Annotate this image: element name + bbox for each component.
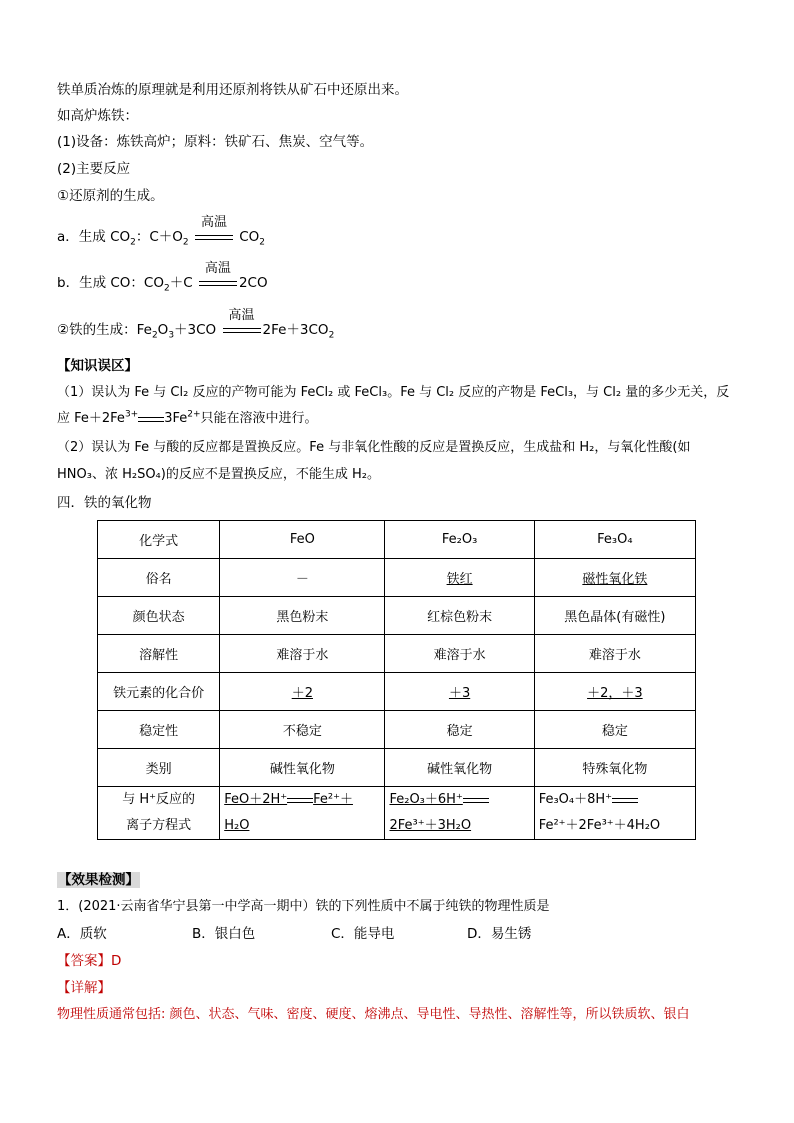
- fe3o4-ionic-line-1: [539, 787, 691, 813]
- cell-fe3o4: 黑色晶体(有磁性): [534, 597, 695, 635]
- reductant-generation-title: ①还原剂的生成。: [57, 188, 164, 204]
- cell-fe2o3: 难溶于水: [385, 635, 534, 673]
- reaction-b-equals-sign: [199, 261, 237, 293]
- row-label: 稳定性: [98, 711, 220, 749]
- cell-fe3o4: 特殊氧化物: [534, 749, 695, 787]
- table-row-ionic-equation: [98, 787, 696, 840]
- reaction-c-equals-sign: [223, 308, 261, 340]
- cell-fe2o3-ionic: [385, 787, 534, 840]
- section-4-title: 四．铁的氧化物: [57, 495, 152, 511]
- table-header-feo: FeO: [220, 521, 385, 559]
- row-label-ionic: [98, 787, 220, 840]
- table-header-formula: 化学式: [98, 521, 220, 559]
- cell-fe3o4-ionic: [534, 787, 695, 840]
- table-row: [98, 673, 696, 711]
- reaction-a-condition: 高温: [200, 215, 227, 230]
- question-1: 1．(2021·云南省华宁县第一中学高一期中）铁的下列性质中不属于纯铁的物理性质是: [57, 899, 550, 914]
- reaction-b-prefix: b．生成 CO：CO: [57, 275, 164, 291]
- fe2o3-ionic-line-2: 2Fe³⁺＋3H₂O: [389, 818, 472, 833]
- option-d: D．易生锈: [467, 926, 532, 942]
- row-label: 类别: [98, 749, 220, 787]
- misconception-1-eq-right: 3Fe: [164, 411, 188, 426]
- misconception-2-line-2: HNO₃、浓 H₂SO₄)的反应不是置换反应，不能生成 H₂。: [57, 467, 380, 482]
- reaction-b-product: 2CO: [238, 275, 268, 291]
- feo-ionic-left: FeO＋2H⁺: [224, 792, 288, 807]
- reaction-b-condition: 高温: [204, 261, 231, 276]
- option-b: B．银白色: [192, 926, 256, 942]
- cell-feo: －: [220, 559, 385, 597]
- feo-ionic-line-2: H₂O: [224, 818, 250, 833]
- misconception-1-line-1: （1）误认为 Fe 与 Cl₂ 反应的产物可能为 FeCl₂ 或 FeCl₃。Fe 与 Cl₂ 反应的产物是 FeCl₃，与 Cl₂ 量的多少无关，反: [57, 385, 730, 400]
- iron-oxides-table: [97, 520, 696, 840]
- fe3o4-ionic-line-2: Fe²⁺＋2Fe³⁺＋4H₂O: [538, 818, 661, 833]
- feo-ionic-equals-sign: [287, 795, 313, 805]
- cell-fe3o4: 磁性氧化铁: [534, 559, 695, 597]
- reaction-a-product: CO: [234, 229, 260, 245]
- cell-feo: 碱性氧化物: [220, 749, 385, 787]
- cell-feo: ＋2: [220, 673, 385, 711]
- misconception-1-note: 只能在溶液中进行。: [200, 411, 318, 426]
- intro-line-2: 如高炉炼铁：: [57, 108, 138, 124]
- cell-fe3o4: ＋2，＋3: [534, 673, 695, 711]
- fe3o4-ionic-left: Fe₃O₄＋8H⁺: [538, 792, 613, 807]
- row-label: 铁元素的化合价: [98, 673, 220, 711]
- table-row: [98, 597, 696, 635]
- reaction-b-reactants: ＋C: [169, 275, 193, 291]
- reaction-c: ②铁的生成：$Fe_2O_3+3CO$ 高温 $2Fe+3CO_2$: [57, 308, 335, 341]
- fe2o3-ionic-left: Fe₂O₃＋6H⁺: [389, 792, 463, 807]
- option-a: A．质软: [57, 926, 107, 942]
- answer-label: 【答案】: [57, 953, 111, 969]
- cell-feo: 不稳定: [220, 711, 385, 749]
- table-row: [98, 635, 696, 673]
- cell-fe2o3: 红棕色粉末: [385, 597, 534, 635]
- row-label-ionic-line-2: 离子方程式: [126, 818, 192, 833]
- reaction-b: b．生成 CO：$CO_2+C$ 高温 2CO: [57, 261, 268, 294]
- cell-feo: 难溶于水: [220, 635, 385, 673]
- fe3o4-ionic-equals-sign: [612, 795, 638, 805]
- cell-feo: 黑色粉末: [220, 597, 385, 635]
- table-header-row: [98, 521, 696, 559]
- cell-fe3o4: 难溶于水: [534, 635, 695, 673]
- cell-fe2o3: ＋3: [385, 673, 534, 711]
- table-header-fe3o4: Fe₃O₄: [534, 521, 695, 559]
- cell-feo-ionic: [220, 787, 385, 840]
- misconception-1-eq-left: 应 Fe＋2Fe: [57, 411, 125, 426]
- reaction-c-reactants: ＋3CO: [174, 322, 217, 338]
- row-label: 溶解性: [98, 635, 220, 673]
- reaction-c-prefix: ②铁的生成：Fe: [57, 322, 152, 338]
- fe2o3-ionic-equals-sign: [463, 795, 489, 805]
- table-row: [98, 749, 696, 787]
- row-label: 颜色状态: [98, 597, 220, 635]
- row-label: 俗名: [98, 559, 220, 597]
- cell-fe3o4: 稳定: [534, 711, 695, 749]
- check-heading-text: 【效果检测】: [58, 872, 139, 888]
- check-heading: [57, 870, 140, 890]
- cell-fe2o3: 稳定: [385, 711, 534, 749]
- detail-label: 【详解】: [57, 980, 111, 996]
- reaction-a-equals-sign: [195, 215, 233, 247]
- answer-line: [57, 951, 121, 971]
- table-header-fe2o3: Fe₂O₃: [385, 521, 534, 559]
- misconception-1-equals-sign: [138, 414, 164, 424]
- cell-fe2o3: 铁红: [385, 559, 534, 597]
- option-c: C．能导电: [331, 926, 395, 942]
- reaction-c-condition: 高温: [228, 308, 255, 323]
- reaction-a: a．生成 $CO_2$：$C+O_2$ 高温 $CO_2$: [57, 215, 266, 248]
- detail-text: 物理性质通常包括: 颜色、状态、气味、密度、硬度、熔沸点、导电性、导热性、溶解性等，所以铁质软、银白: [57, 1007, 690, 1022]
- intro-line-1: 铁单质冶炼的原理就是利用还原剂将铁从矿石中还原出来。: [57, 82, 408, 98]
- answer-value: D: [111, 953, 122, 969]
- reaction-a-reactants: ：C＋O: [135, 229, 183, 245]
- feo-ionic-line-1: [224, 787, 380, 813]
- feo-ionic-right: Fe²⁺＋: [313, 792, 353, 807]
- reaction-c-product: 2Fe＋3CO: [262, 322, 329, 338]
- row-label-ionic-line-1: 与 H⁺反应的: [122, 792, 195, 807]
- fe2o3-ionic-line-1: [389, 787, 529, 813]
- reaction-a-prefix: a．生成 CO: [57, 229, 131, 245]
- misconception-2-line-1: （2）误认为 Fe 与酸的反应都是置换反应。Fe 与非氧化性酸的反应是置换反应，生成盐和 H₂，与氧化性酸(如: [57, 440, 691, 455]
- question-1-options: [57, 924, 531, 944]
- table-row: [98, 711, 696, 749]
- misconception-1-line-2: 应 $Fe+2Fe^{3+}$ $3Fe^{2+}$只能在溶液中进行。: [57, 409, 318, 426]
- table-row: [98, 559, 696, 597]
- misconceptions-heading: 【知识误区】: [57, 358, 138, 374]
- main-reactions-title: (2)主要反应: [57, 161, 131, 177]
- equipment-line: (1)设备：炼铁高炉；原料：铁矿石、焦炭、空气等。: [57, 134, 374, 150]
- cell-fe2o3: 碱性氧化物: [385, 749, 534, 787]
